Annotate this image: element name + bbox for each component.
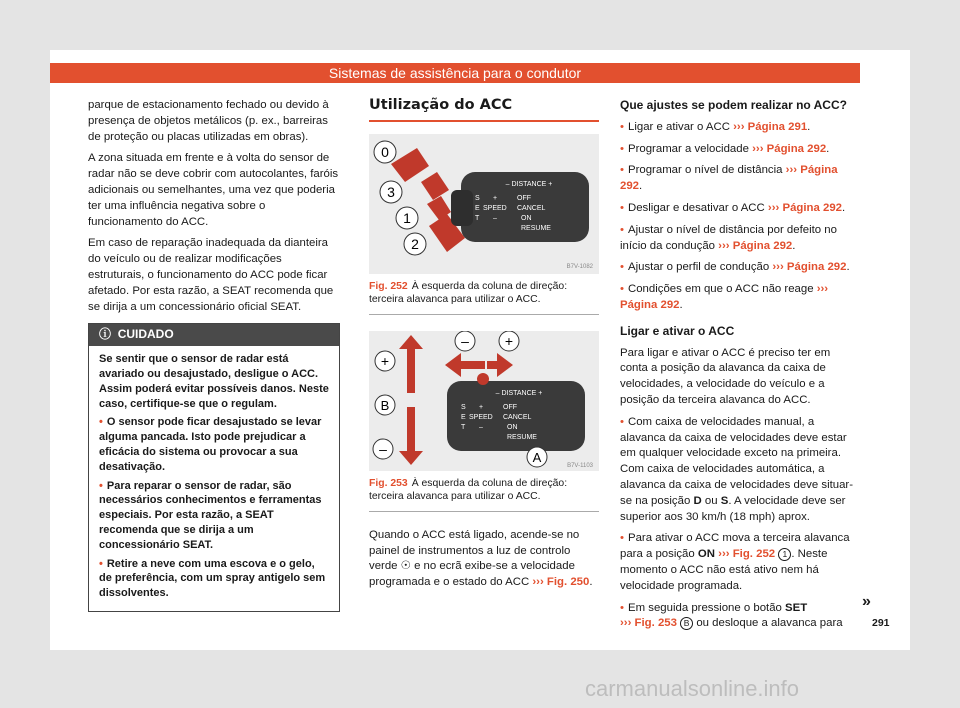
figure-caption: Fig. 253 À esquerda da coluna de direção: terceira alavanca para utilizar o ACC. [369, 477, 568, 502]
fig252-label: 0 [381, 143, 389, 160]
figure-caption: Fig. 252 À esquerda da coluna de direção: terceira alavanca para utilizar o ACC. [369, 280, 568, 305]
svg-text:A: A [532, 449, 542, 465]
settings-list-item: • Ligar e ativar o ACC ››› Página 291. [620, 120, 811, 133]
svg-text:SPEED: SPEED [469, 413, 493, 421]
svg-text:–: – [461, 332, 469, 349]
svg-text:E: E [461, 413, 466, 421]
page-link[interactable]: ››› Página 292 [620, 283, 829, 311]
svg-text:– DISTANCE +: – DISTANCE + [495, 389, 543, 397]
bullet-icon: • [620, 164, 624, 177]
figure-253 [369, 331, 599, 471]
bullet-paragraph: • Em seguida pressione o botão SET ››› Fig. 253 B ou desloque a alavanca para [620, 601, 843, 630]
bullet-icon: • [620, 142, 624, 155]
figure-link[interactable]: ››› Fig. 252 [718, 548, 776, 561]
bullet-icon: • [620, 223, 624, 236]
divider [369, 314, 599, 315]
svg-text:–: – [479, 423, 483, 431]
figure-code: B7V-1082 [566, 263, 593, 270]
svg-text:ON: ON [521, 214, 532, 222]
paragraph: A zona situada em frente e à volta do sensor de radar não se deve cobrir com autocolantes, faróis adicionais ou semelhantes, uma vez que poderia ter uma influência negativa sobre o funcionamento do ACC. [88, 152, 339, 228]
bullet-paragraph: • Com caixa de velocidades manual, a alavanca da caixa de velocidades deve estar em qualquer velocidade exceto na primeira. Com caixa de velocidades automática, a alavanca da caixa de velocidades deve situar-se na posição D ou S. A velocidade deve ser superior aos 30 km/h (18 mph) aprox. [620, 415, 854, 523]
paragraph: Para ligar e ativar o ACC é preciso ter em conta a posição da alavanca da caixa de velocidades, a velocidade do veículo e a posição da terceira alavanca do ACC. [620, 346, 831, 406]
settings-list-item: • Programar a velocidade ››› Página 292. [620, 142, 830, 155]
continued-icon: » [862, 593, 871, 610]
chapter-header: Sistemas de assistência para o condutor [50, 63, 860, 83]
section-title: Utilização do ACC [369, 98, 599, 122]
svg-text:+: + [504, 332, 514, 349]
page-link[interactable]: ››› Página 292 [767, 201, 842, 214]
warning-bullet: • O sensor pode ficar desajustado se levar alguma pancada. Isto pode prejudicar a eficácia do sistema ou provocar a sua desativação. [99, 416, 322, 473]
fig252-label: 3 [387, 183, 395, 200]
warning-body [89, 346, 339, 611]
on-symbol: ON [697, 548, 715, 561]
arrow-up [399, 335, 423, 393]
arrow-down [399, 407, 423, 465]
arrow-right [487, 353, 513, 377]
page-number: 291 [872, 617, 890, 629]
svg-text:S: S [461, 403, 466, 411]
svg-text:–: – [379, 440, 387, 457]
acc-indicator-icon: ☉ [400, 560, 411, 573]
arrow-left [445, 353, 485, 377]
set-button-symbol: SET [785, 601, 808, 614]
figure-link[interactable]: ››› Fig. 250 [532, 576, 590, 589]
svg-text:OFF: OFF [517, 194, 531, 202]
page-link[interactable]: ››› Página 292 [772, 261, 847, 274]
divider [369, 511, 599, 512]
fig252-label: 1 [403, 209, 411, 226]
arrow-3 [421, 172, 449, 200]
bullet-icon: • [99, 479, 103, 492]
warning-text: Se sentir que o sensor de radar está avariado ou desajustado, desligue o ACC. Assim poderá evitar possíveis danos. Neste caso, certifique-se que o regulam. [99, 353, 329, 410]
figure-link[interactable]: ››› Fig. 253 [620, 617, 677, 630]
svg-text:RESUME: RESUME [521, 224, 551, 232]
bullet-icon: • [620, 283, 624, 296]
fig252-label: 2 [411, 235, 419, 252]
svg-text:S: S [475, 194, 480, 202]
svg-text:E: E [475, 204, 480, 212]
page-link[interactable]: ››› Página 292 [752, 142, 827, 155]
svg-text:CANCEL: CANCEL [503, 413, 532, 421]
settings-list-item: • Ajustar o nível de distância por defeito no início da condução ››› Página 292. [620, 223, 837, 252]
callout-number: 1 [778, 548, 791, 561]
paragraph: Em caso de reparação inadequada da dianteira do veículo ou de realizar modificações estruturais, o funcionamento do ACC pode ficar afetado. Por esta razão, a SEAT recomenda que se dirija a um concessionário oficial SEAT. [88, 237, 334, 313]
watermark: carmanualsonline.info [585, 676, 800, 701]
warning-title: CUIDADO [117, 327, 174, 342]
bullet-icon: • [99, 557, 103, 570]
bullet-paragraph: • Para ativar o ACC mova a terceira alavanca para a posição ON ››› Fig. 252 1 . Neste momento o ACC não está ativo nem há velocidade programada. [620, 532, 850, 592]
page-link[interactable]: ››› Página 292 [620, 164, 838, 193]
bullet-icon: • [620, 201, 624, 214]
question-heading: Que ajustes se podem realizar no ACC? [620, 98, 847, 112]
svg-text:T: T [475, 214, 480, 222]
bullet-icon: • [620, 601, 624, 614]
warning-header [89, 324, 339, 346]
warning-bullet: • Retire a neve com uma escova e o gelo, de preferência, com um spray antigelo sem dissolventes. [99, 557, 326, 600]
svg-text:–: – [493, 214, 497, 222]
svg-text:+: + [493, 194, 498, 202]
bullet-icon: • [620, 532, 624, 545]
bullet-icon: • [99, 416, 103, 429]
column-right [620, 98, 860, 638]
arrow-0 [391, 148, 429, 182]
warning-box [88, 323, 340, 612]
svg-text:RESUME: RESUME [507, 433, 537, 441]
svg-text:+: + [380, 352, 390, 369]
column-left [88, 98, 340, 612]
settings-list-item: • Ajustar o perfil de condução ››› Página 292. [620, 261, 850, 274]
subsection-title: Ligar e ativar o ACC [620, 323, 735, 338]
figure-252 [369, 134, 599, 274]
page-link[interactable]: ››› Página 292 [718, 239, 793, 252]
warning-bullet: • Para reparar o sensor de radar, são necessários conhecimentos e ferramentas especiais. Por esta razão, a SEAT recomenda que se dirija a um concessionário SEAT. [99, 479, 322, 551]
svg-text:OFF: OFF [503, 403, 517, 411]
bullet-icon: • [620, 120, 624, 133]
svg-text:ON: ON [507, 423, 518, 431]
svg-text:B: B [380, 397, 390, 413]
settings-list-item: • Condições em que o ACC não reage ››› Página 292. [620, 283, 829, 311]
svg-text:– DISTANCE +: – DISTANCE + [505, 180, 553, 188]
paragraph: parque de estacionamento fechado ou devido à presença de objetos metálicos (p. ex., barreiras de proteção ou placas utilizadas em obras). [88, 99, 329, 143]
paragraph: Quando o ACC está ligado, acende-se no painel de instrumentos a luz de controlo verde ☉ e no ecrã exibe-se a velocidade programada e o estado do ACC ››› Fig. 250. [369, 528, 593, 589]
settings-list-item: • Programar o nível de distância ››› Página 292. [620, 164, 838, 193]
svg-text:T: T [461, 423, 466, 431]
figure-code: B7V-1103 [567, 462, 593, 469]
svg-text:+: + [479, 403, 484, 411]
bullet-icon: • [620, 261, 624, 274]
bullet-icon: • [620, 415, 624, 428]
svg-text:SPEED: SPEED [483, 204, 507, 212]
settings-list [620, 120, 860, 314]
page-link[interactable]: ››› Página 291 [733, 120, 808, 133]
warning-icon: ⓘ [99, 327, 112, 342]
svg-text:CANCEL: CANCEL [517, 204, 546, 212]
column-middle [369, 98, 599, 597]
settings-list-item: • Desligar e desativar o ACC ››› Página 292. [620, 201, 846, 214]
callout-letter: B [680, 617, 693, 630]
